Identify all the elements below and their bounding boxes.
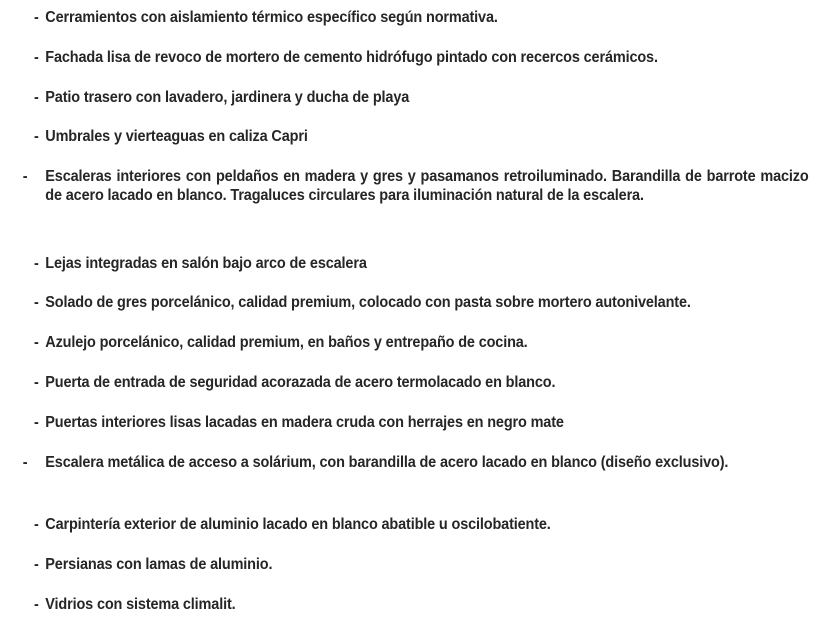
bullet-dash: - <box>34 334 39 351</box>
list-item <box>34 254 367 273</box>
list-item <box>34 88 409 107</box>
list-item <box>34 373 555 392</box>
list-item <box>34 333 528 352</box>
item-text: Vidrios con sistema climalit. <box>45 596 236 613</box>
bullet-dash: - <box>22 168 28 185</box>
item-text: Escaleras interiores con peldaños en madera y gres y pasamanos retroiluminado. Barandilla de barrote macizo de acero lacado en blanco. Tragaluces circulares para iluminación natural de la escalera. <box>45 168 809 204</box>
bullet-dash: - <box>34 556 39 573</box>
list-item <box>34 515 551 534</box>
item-text: Solado de gres porcelánico, calidad premium, colocado con pasta sobre mortero autonivelante. <box>45 294 691 311</box>
bullet-dash: - <box>34 89 39 106</box>
item-text: Cerramientos con aislamiento térmico específico según normativa. <box>45 9 498 26</box>
item-text: Puertas interiores lisas lacadas en madera cruda con herrajes en negro mate <box>45 414 564 431</box>
item-text: Carpintería exterior de aluminio lacado en blanco abatible u oscilobatiente. <box>45 516 551 533</box>
list-item <box>34 48 658 67</box>
item-text: Puerta de entrada de seguridad acorazada de acero termolacado en blanco. <box>45 374 556 391</box>
list-item <box>34 127 308 146</box>
item-text: Fachada lisa de revoco de mortero de cemento hidrófugo pintado con recercos cerámicos. <box>45 49 658 66</box>
list-item <box>22 167 809 205</box>
bullet-dash: - <box>34 49 39 66</box>
item-text: Persianas con lamas de aluminio. <box>45 556 273 573</box>
list-item <box>34 8 498 27</box>
bullet-dash: - <box>34 294 39 311</box>
list-item <box>22 453 809 472</box>
item-text: Patio trasero con lavadero, jardinera y ducha de playa <box>45 89 410 106</box>
bullet-dash: - <box>34 516 39 533</box>
list-item <box>34 555 272 574</box>
bullet-dash: - <box>34 414 39 431</box>
bullet-dash: - <box>34 374 39 391</box>
bullet-dash: - <box>34 9 39 26</box>
list-item <box>34 413 564 432</box>
item-text: Escalera metálica de acceso a solárium, con barandilla de acero lacado en blanco (diseño exclusivo). <box>45 454 729 471</box>
bullet-dash: - <box>34 596 39 613</box>
bullet-dash: - <box>34 255 39 272</box>
item-text: Umbrales y vierteaguas en caliza Capri <box>45 128 308 145</box>
bullet-dash: - <box>22 454 28 471</box>
item-text: Azulejo porcelánico, calidad premium, en baños y entrepaño de cocina. <box>45 334 528 351</box>
item-text: Lejas integradas en salón bajo arco de escalera <box>45 255 367 272</box>
bullet-dash: - <box>34 128 39 145</box>
list-item <box>34 293 691 312</box>
list-item <box>34 595 236 614</box>
